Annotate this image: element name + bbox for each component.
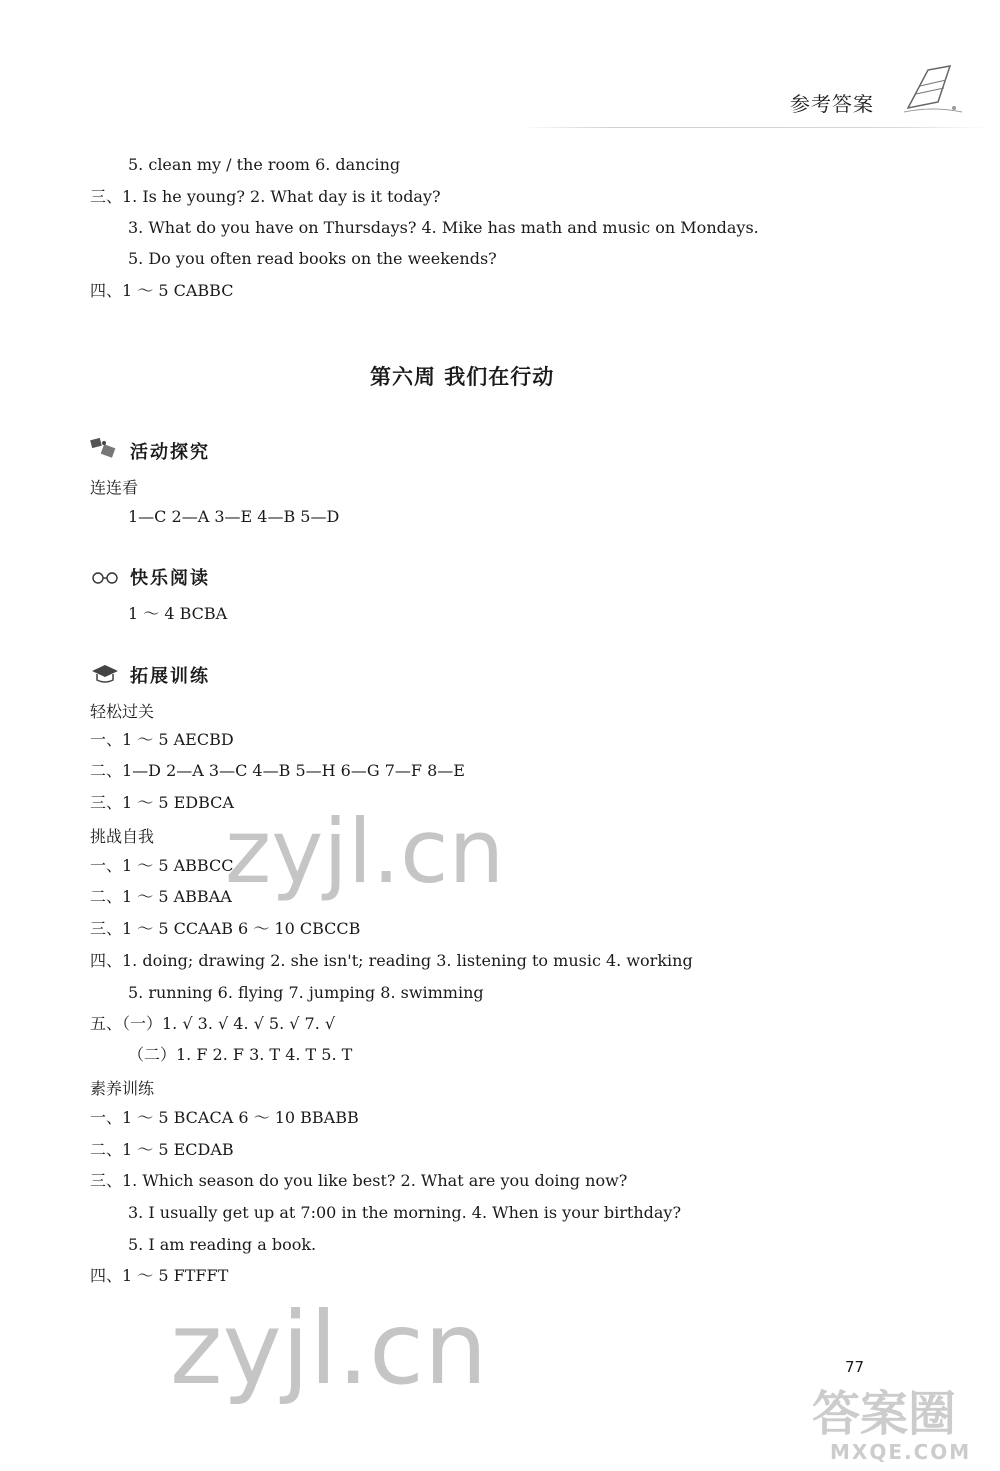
answer-line: 一、1 ～ 5 AECBD bbox=[90, 730, 234, 749]
answer-line: 3. What do you have on Thursdays? 4. Mike has math and music on Mondays. bbox=[128, 218, 759, 237]
answer-line: （二）1. F 2. F 3. T 4. T 5. T bbox=[128, 1045, 353, 1064]
answer-line: 一、1 ～ 5 BCACA 6 ～ 10 BBABB bbox=[90, 1108, 359, 1127]
answer-line: 四、1 ～ 5 CABBC bbox=[90, 281, 234, 300]
watermark-mid: zyjl.cn bbox=[225, 800, 505, 903]
answer-line: 三、1. Which season do you like best? 2. What are you doing now? bbox=[90, 1171, 628, 1190]
section-title-activity: 活动探究 bbox=[130, 442, 210, 463]
answer-line: 3. I usually get up at 7:00 in the morning. 4. When is your birthday? bbox=[128, 1203, 682, 1222]
subhead-easy: 轻松过关 bbox=[90, 702, 155, 721]
answer-line: 5. I am reading a book. bbox=[128, 1235, 317, 1254]
section-title-reading: 快乐阅读 bbox=[130, 568, 210, 589]
beach-chair-icon bbox=[898, 58, 968, 122]
week-title: 第六周 我们在行动 bbox=[370, 365, 555, 389]
subhead-quality: 素养训练 bbox=[90, 1079, 155, 1098]
answer-line: 四、1 ～ 5 FTFFT bbox=[90, 1266, 229, 1285]
answer-line: 五、（一）1. √ 3. √ 4. √ 5. √ 7. √ bbox=[90, 1014, 336, 1033]
answer-line: 三、1 ～ 5 EDBCA bbox=[90, 793, 234, 812]
watermark-bottom: zyjl.cn bbox=[170, 1290, 488, 1407]
corner-url-watermark: MXQE.COM bbox=[830, 1440, 972, 1464]
answer-line: 1—C 2—A 3—E 4—B 5—D bbox=[128, 507, 340, 526]
subhead-match: 连连看 bbox=[90, 478, 139, 497]
page-number: 77 bbox=[845, 1358, 865, 1376]
puzzle-icon bbox=[90, 437, 120, 459]
glasses-icon bbox=[90, 566, 120, 588]
answer-line: 5. running 6. flying 7. jumping 8. swimming bbox=[128, 983, 484, 1002]
subhead-challenge: 挑战自我 bbox=[90, 827, 155, 846]
answer-line: 二、1—D 2—A 3—C 4—B 5—H 6—G 7—F 8—E bbox=[90, 761, 465, 780]
graduation-cap-icon bbox=[90, 662, 120, 684]
answer-line: 二、1 ～ 5 ECDAB bbox=[90, 1140, 234, 1159]
header-divider bbox=[520, 127, 990, 128]
corner-logo-watermark: 答案圈 bbox=[812, 1386, 957, 1442]
answer-line: 二、1 ～ 5 ABBAA bbox=[90, 887, 232, 906]
answer-line: 1 ～ 4 BCBA bbox=[128, 604, 228, 623]
header-title: 参考答案 bbox=[790, 92, 874, 116]
answer-line: 三、1. Is he young? 2. What day is it today? bbox=[90, 187, 441, 206]
answer-line: 5. clean my / the room 6. dancing bbox=[128, 155, 401, 174]
answer-line: 三、1 ～ 5 CCAAB 6 ～ 10 CBCCB bbox=[90, 919, 361, 938]
answer-line: 四、1. doing; drawing 2. she isn't; reading 3. listening to music 4. working bbox=[90, 951, 693, 970]
answer-line: 5. Do you often read books on the weekends? bbox=[128, 249, 497, 268]
answer-line: 一、1 ～ 5 ABBCC bbox=[90, 856, 234, 875]
section-title-training: 拓展训练 bbox=[130, 666, 210, 687]
